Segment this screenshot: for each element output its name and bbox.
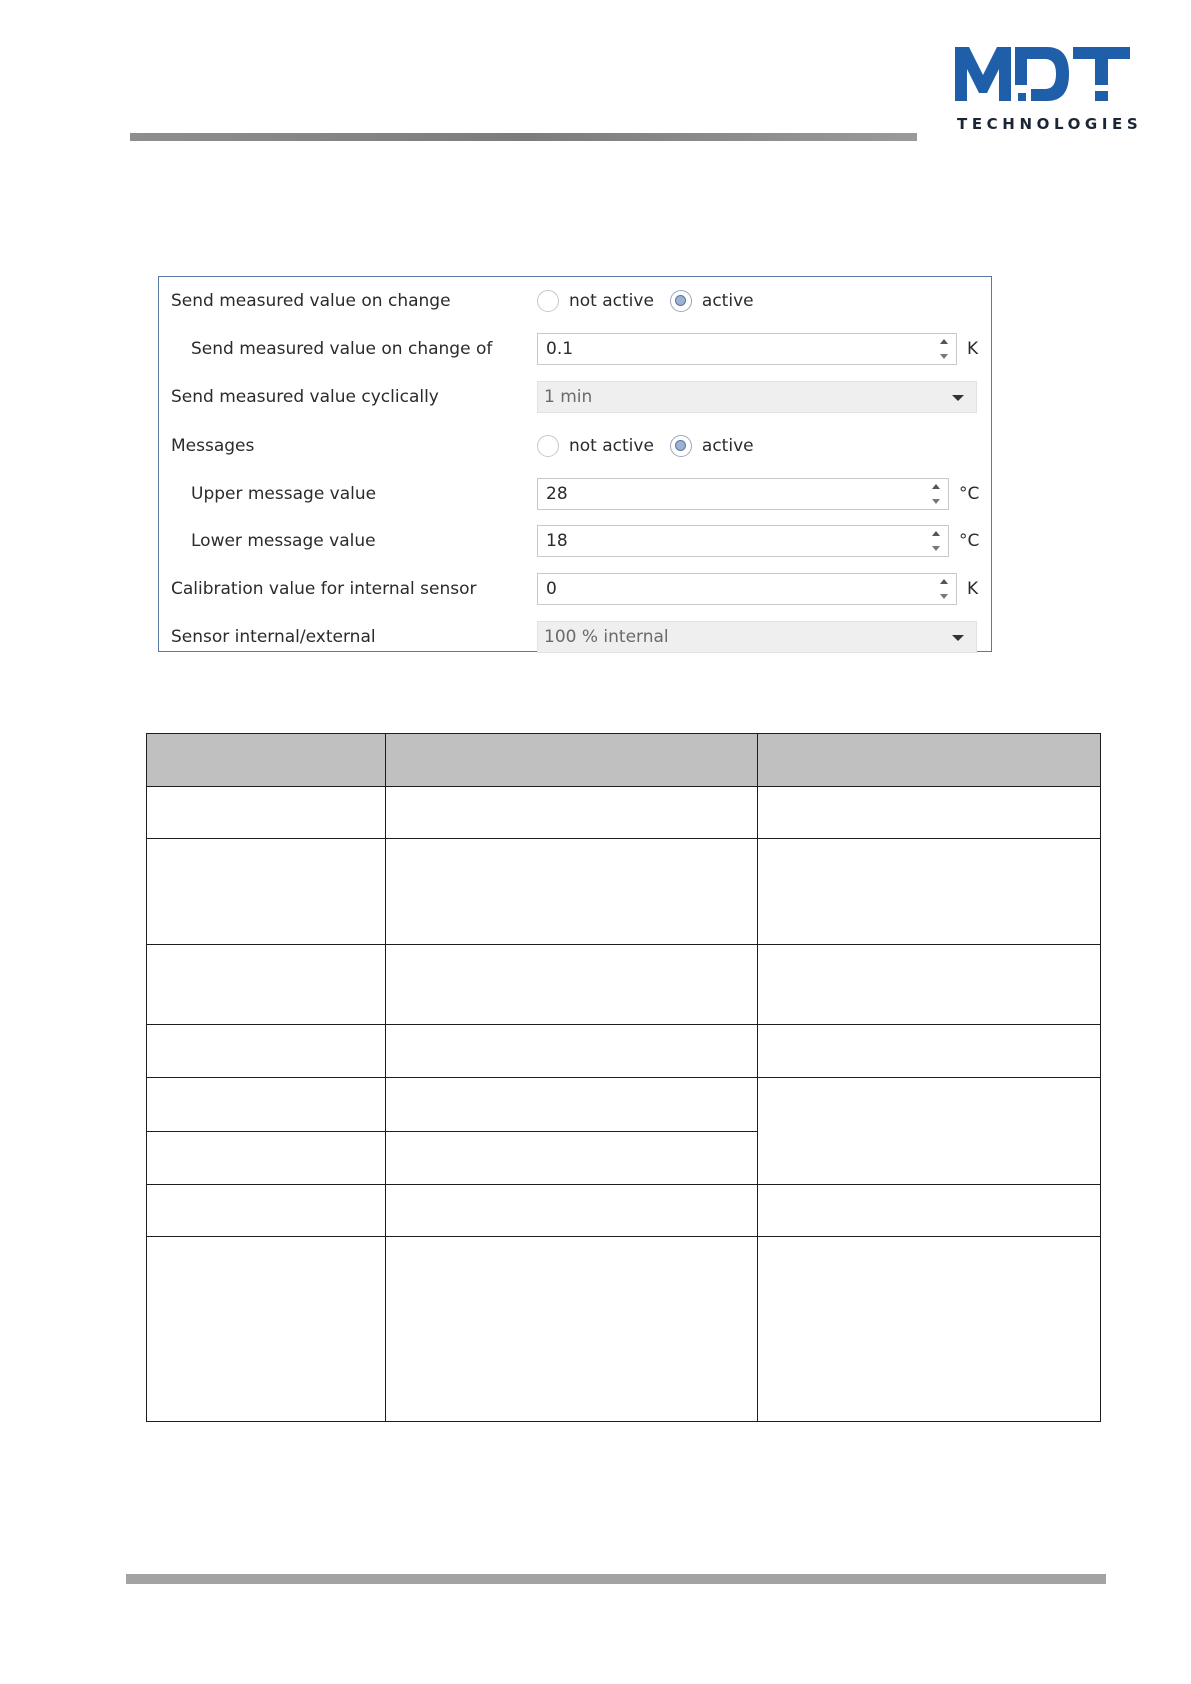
radio-not-active[interactable] bbox=[537, 435, 559, 457]
radio-label: not active bbox=[569, 291, 654, 311]
parameter-panel bbox=[158, 276, 992, 652]
table-row bbox=[147, 839, 1101, 945]
lower-value-input[interactable] bbox=[537, 525, 949, 557]
spin-value: 18 bbox=[546, 531, 568, 551]
table-cell bbox=[758, 787, 1101, 839]
table-header-cell bbox=[147, 734, 386, 787]
mdt-logo bbox=[955, 45, 1143, 135]
radio-label: not active bbox=[569, 436, 654, 456]
radio-group bbox=[537, 435, 770, 457]
table-cell bbox=[758, 1185, 1101, 1237]
param-label: Lower message value bbox=[191, 531, 376, 551]
param-row-sensor bbox=[159, 617, 991, 657]
table-cell bbox=[758, 945, 1101, 1025]
chevron-down-icon bbox=[952, 635, 964, 641]
mdt-logo-mark bbox=[955, 45, 1130, 105]
param-row-messages bbox=[159, 426, 991, 466]
table-cell bbox=[147, 839, 386, 945]
change-of-input[interactable] bbox=[537, 333, 957, 365]
radio-label: active bbox=[701, 436, 754, 456]
table-cell bbox=[147, 945, 386, 1025]
upper-value-input[interactable] bbox=[537, 478, 949, 510]
param-row-upper bbox=[159, 474, 991, 514]
unit-label: °C bbox=[959, 531, 980, 551]
header-divider bbox=[130, 133, 917, 141]
parameter-description-table bbox=[146, 733, 1101, 1422]
table-cell bbox=[386, 945, 758, 1025]
chevron-down-icon bbox=[952, 395, 964, 401]
table-cell bbox=[386, 839, 758, 945]
spin-arrows-icon[interactable] bbox=[930, 529, 942, 553]
table-cell bbox=[386, 1185, 758, 1237]
param-row-change-of bbox=[159, 329, 991, 369]
table-cell bbox=[386, 1237, 758, 1422]
table-cell bbox=[758, 839, 1101, 945]
radio-group bbox=[537, 290, 770, 312]
param-label: Messages bbox=[171, 436, 255, 456]
table-cell bbox=[758, 1025, 1101, 1078]
table-cell bbox=[386, 1025, 758, 1078]
spin-arrows-icon[interactable] bbox=[938, 577, 950, 601]
table-row bbox=[147, 1078, 1101, 1132]
table-cell bbox=[147, 787, 386, 839]
param-label: Sensor internal/external bbox=[171, 627, 376, 647]
table-row bbox=[147, 1185, 1101, 1237]
table-row bbox=[147, 1025, 1101, 1078]
table-row bbox=[147, 945, 1101, 1025]
param-label: Send measured value on change bbox=[171, 291, 451, 311]
radio-not-active[interactable] bbox=[537, 290, 559, 312]
radio-label: active bbox=[701, 291, 754, 311]
spin-value: 0.1 bbox=[546, 339, 574, 359]
table-row bbox=[147, 1237, 1101, 1422]
footer-divider bbox=[126, 1574, 1106, 1584]
param-label: Send measured value cyclically bbox=[171, 387, 439, 407]
param-label: Send measured value on change of bbox=[191, 339, 493, 359]
table-row bbox=[147, 787, 1101, 839]
param-row-calibration bbox=[159, 569, 991, 609]
table-cell bbox=[386, 787, 758, 839]
cyclic-select[interactable] bbox=[537, 381, 977, 413]
table-cell bbox=[147, 1025, 386, 1078]
table-cell bbox=[147, 1078, 386, 1132]
radio-active[interactable] bbox=[670, 435, 692, 457]
spin-value: 0 bbox=[546, 579, 557, 599]
table-cell bbox=[758, 1078, 1101, 1185]
table-header-cell bbox=[386, 734, 758, 787]
spin-arrows-icon[interactable] bbox=[930, 482, 942, 506]
unit-label: K bbox=[967, 579, 979, 599]
table-header-cell bbox=[758, 734, 1101, 787]
sensor-select[interactable] bbox=[537, 621, 977, 653]
param-row-send-on-change bbox=[159, 281, 991, 321]
spin-arrows-icon[interactable] bbox=[938, 337, 950, 361]
table-cell bbox=[386, 1078, 758, 1132]
table-cell bbox=[147, 1185, 386, 1237]
param-row-lower bbox=[159, 521, 991, 561]
spin-value: 28 bbox=[546, 484, 568, 504]
param-label: Upper message value bbox=[191, 484, 377, 504]
param-row-cyclically bbox=[159, 377, 991, 417]
logo-subtitle: TECHNOLOGIES bbox=[957, 115, 1143, 133]
unit-label: K bbox=[967, 339, 979, 359]
select-value: 100 % internal bbox=[544, 627, 669, 647]
table-cell bbox=[147, 1237, 386, 1422]
select-value: 1 min bbox=[544, 387, 593, 407]
calibration-input[interactable] bbox=[537, 573, 957, 605]
radio-active[interactable] bbox=[670, 290, 692, 312]
unit-label: °C bbox=[959, 484, 980, 504]
table-cell bbox=[386, 1132, 758, 1185]
table-header-row bbox=[147, 734, 1101, 787]
param-label: Calibration value for internal sensor bbox=[171, 579, 477, 599]
table-cell bbox=[758, 1237, 1101, 1422]
table-cell bbox=[147, 1132, 386, 1185]
